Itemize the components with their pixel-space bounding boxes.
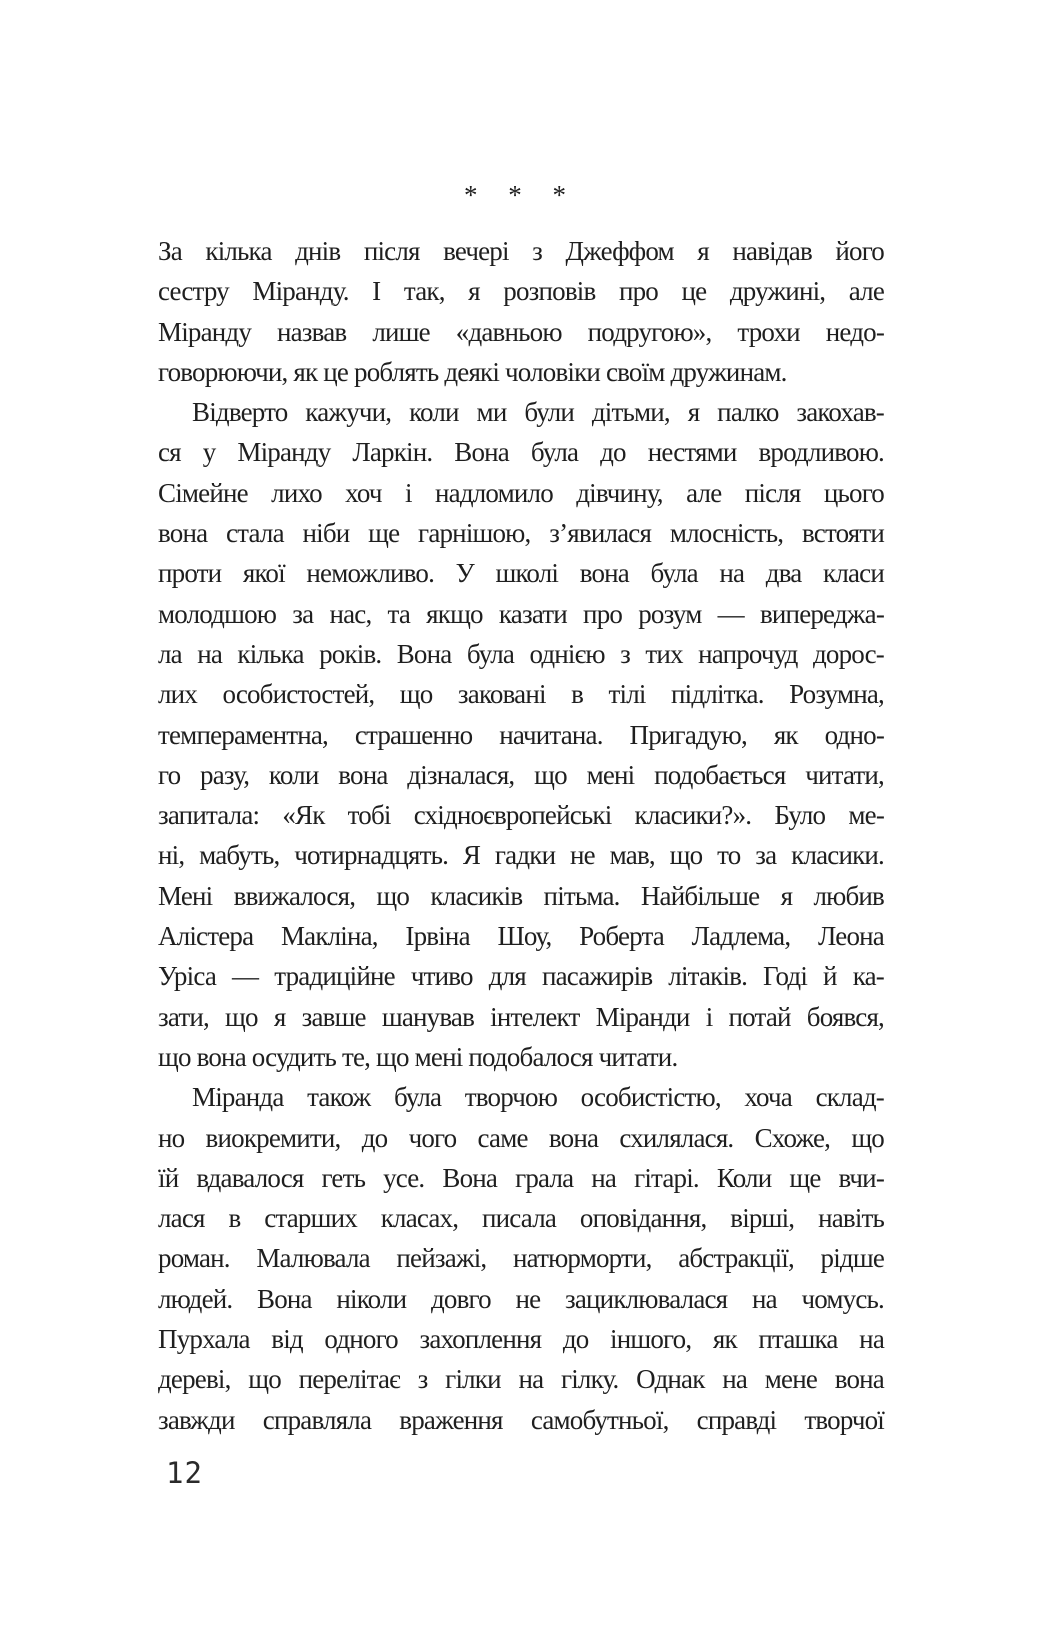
text-line: сестру Міранду. І так, я розповів про це дружині, але [158,276,884,307]
text-line: темпераментна, страшенно начитана. Пригадую, як одно- [158,719,884,750]
text-line: їй вдавалося геть усе. Вона грала на гітарі. Коли ще вчи- [158,1162,884,1193]
text-line: ні, мабуть, чотирнадцять. Я гадки не мав, що то за класики. [158,840,884,871]
text-line: зати, що я завше шанував інтелект Міранди і потай боявся, [158,1001,884,1032]
text-line: Відверто кажучи, коли ми були дітьми, я палко закохав- [192,397,884,428]
text-line: людей. Вона ніколи довго не зациклювалася на чомусь. [158,1283,884,1314]
paragraph [158,1077,884,1440]
text-line: ла на кілька років. Вона була однією з тих напрочуд дорос- [158,638,884,669]
text-line: завжди справляла враження самобутньої, справді творчої [158,1404,884,1435]
text-line: Міранду назвав лише «давньою подругою», трохи недо- [158,316,884,347]
section-separator: * * * [464,180,578,210]
text-line: Уріса — традиційне чтиво для пасажирів літаків. Годі й ка- [158,961,884,992]
text-line: Пурхала від одного захоплення до іншого, як пташка на [158,1324,884,1355]
text-line: Міранда також була творчою особистістю, хоча склад- [192,1082,884,1113]
text-line: молодшою за нас, та якщо казати про розум — випереджа- [158,598,884,629]
paragraph [158,231,884,392]
text-line: Мені ввижалося, що класиків пітьма. Найбільше я любив [158,880,884,911]
text-line: ся у Міранду Ларкін. Вона була до нестями вродливою. [158,437,884,468]
text-line: лася в старших класах, писала оповідання, вірші, навіть [158,1203,884,1234]
text-line: роман. Малювала пейзажі, натюрморти, абстракції, рідше [158,1243,884,1274]
text-line: го разу, коли вона дізналася, що мені подобається читати, [158,759,884,790]
page-number: 12 [166,1456,203,1490]
text-line: Сімейне лихо хоч і надломило дівчину, але після цього [158,477,884,508]
text-line: дереві, що перелітає з гілки на гілку. Однак на мене вона [158,1364,884,1395]
text-line: но виокремити, до чого саме вона схилялася. Схоже, що [158,1122,884,1153]
text-line: проти якої неможливо. У школі вона була на два класи [158,558,884,589]
text-block [158,231,884,1440]
text-line: що вона осудить те, що мені подобалося читати. [158,1041,678,1072]
text-line: вона стала ніби ще гарнішою, з’явилася млосність, встояти [158,518,884,549]
text-line: Алістера Макліна, Ірвіна Шоу, Роберта Ладлема, Леона [158,921,884,952]
text-line: запитала: «Як тобі східноєвропейські класики?». Було ме- [158,800,884,831]
paragraph [158,392,884,1077]
text-line: лих особистостей, що заковані в тілі підлітка. Розумна, [158,679,884,710]
text-line: За кілька днів після вечері з Джеффом я навідав його [158,236,884,266]
text-line: говорюючи, як це роблять деякі чоловіки своїм дружинам. [158,356,787,387]
